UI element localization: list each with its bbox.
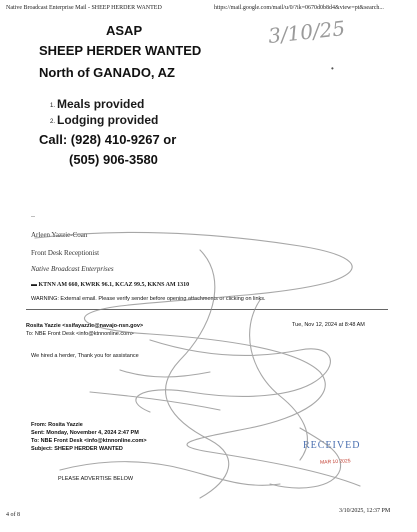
reply-from: Rosita Yazzie <ssifayazzie@navajo-nsn.gov> [26,323,144,329]
handwritten-date: 3/10/25 [266,16,347,48]
flyer-title: SHEEP HERDER WANTED [39,43,202,58]
received-stamp-date: MAR 10 2025 [319,458,351,466]
signature-stations-row [31,282,189,288]
signature-stations: KTNN AM 660, KWRK 96.1, KCAZ 99.5, KKNS AM 1310 [38,282,190,288]
flyer-item-lodging [50,113,158,127]
signature-company: Native Broadcast Enterprises [31,265,114,273]
original-from: From: Rosita Yazzie [31,422,83,428]
original-subject: Subject: SHEEP HERDER WANTED [31,446,123,452]
reply-body: We hired a herder, Thank you for assistance [31,353,139,359]
flyer-item-number: 1. [50,103,56,109]
reply-to: To: NBE Front Desk <info@ktnnonline.com> [26,331,134,337]
flyer-location: North of GANADO, AZ [39,65,175,80]
flyer-item-text: Lodging provided [57,113,159,127]
divider [26,309,388,310]
original-body: PLEASE ADVERTISE BELOW [58,476,134,482]
signature-dashes: -- [31,214,35,220]
flyer-alt-phone: (505) 906-3580 [69,152,158,167]
external-warning: WARNING: External email. Please verify sender before opening attachments or clicking on links. [31,296,266,302]
signature-name: Arleen Yazzie-Coan [31,231,88,239]
print-timestamp: 3/10/2025, 12:37 PM [339,508,391,514]
original-to: To: NBE Front Desk <info@ktnnonline.com> [31,438,147,444]
page-number: 4 of 8 [6,512,20,518]
print-header-title: Native Broadcast Enterprise Mail - SHEEP HERDER WANTED [6,5,162,11]
original-sent: Sent: Monday, November 4, 2024 2:47 PM [31,430,139,436]
radio-icon: ▬ [31,282,37,288]
print-header-url: https://mail.google.com/mail/u/0/?ik=0670d0b8d4&view=pt&search... [214,5,384,11]
speck-mark: • [331,64,334,73]
signature-role: Front Desk Receptionist [31,249,100,257]
flyer-item-text: Meals provided [57,97,145,111]
flyer-item-number: 2. [50,119,56,125]
flyer-asap: ASAP [106,23,143,38]
reply-date: Tue, Nov 12, 2024 at 8:48 AM [292,322,365,328]
received-stamp: RECEIVED [303,440,361,451]
flyer-call: Call: (928) 410-9267 or [39,132,177,147]
flyer-item-meals [50,97,144,111]
